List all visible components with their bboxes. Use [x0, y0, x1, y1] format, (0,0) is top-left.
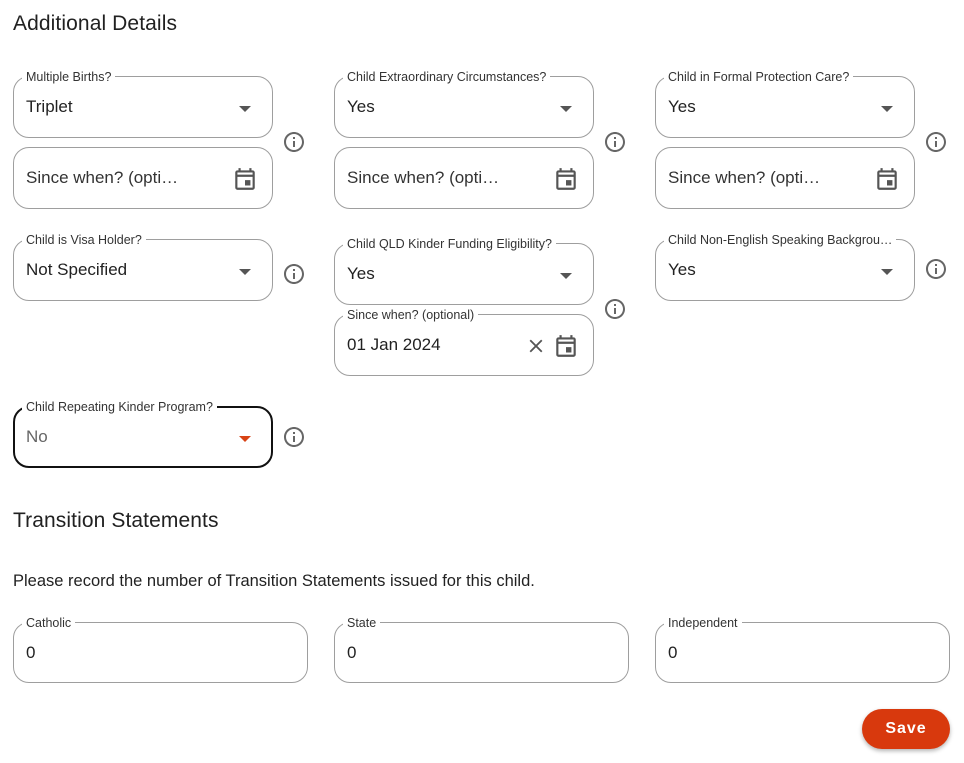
extraordinary-circumstances-label: Child Extraordinary Circumstances?	[343, 69, 550, 85]
protection-care-since-placeholder: Since when? (opti…	[668, 168, 821, 187]
state-value: 0	[347, 643, 357, 662]
protection-care-select[interactable]	[655, 70, 915, 138]
info-icon[interactable]	[603, 130, 627, 154]
repeating-kinder-select[interactable]	[13, 400, 273, 468]
calendar-icon[interactable]	[874, 166, 900, 192]
non-english-label: Child Non-English Speaking Backgrou…	[664, 232, 896, 248]
extraordinary-circumstances-value: Yes	[347, 97, 375, 116]
repeating-kinder-label: Child Repeating Kinder Program?	[22, 399, 217, 415]
multiple-births-select[interactable]	[13, 70, 273, 138]
save-button[interactable]: Save	[862, 709, 950, 749]
multiple-births-value: Triplet	[26, 97, 73, 116]
kinder-funding-since-input[interactable]	[334, 308, 594, 376]
independent-label: Independent	[664, 615, 742, 631]
info-icon[interactable]	[924, 257, 948, 281]
chevron-down-icon[interactable]	[239, 436, 251, 442]
transition-description: Please record the number of Transition Statements issued for this child.	[13, 572, 535, 590]
independent-input[interactable]	[655, 616, 950, 683]
kinder-funding-label: Child QLD Kinder Funding Eligibility?	[343, 236, 556, 252]
protection-care-label: Child in Formal Protection Care?	[664, 69, 853, 85]
transition-statements-title: Transition Statements	[13, 509, 219, 532]
state-input[interactable]	[334, 616, 629, 683]
info-icon[interactable]	[282, 262, 306, 286]
visa-holder-select[interactable]	[13, 233, 273, 301]
catholic-value: 0	[26, 643, 36, 662]
kinder-funding-since-label: Since when? (optional)	[343, 307, 478, 323]
non-english-value: Yes	[668, 260, 696, 279]
catholic-input[interactable]	[13, 616, 308, 683]
chevron-down-icon[interactable]	[881, 269, 893, 275]
additional-details-title: Additional Details	[13, 12, 178, 35]
visa-holder-value: Not Specified	[26, 260, 128, 279]
chevron-down-icon[interactable]	[239, 106, 251, 112]
multiple-births-since-input[interactable]	[13, 147, 273, 209]
protection-care-value: Yes	[668, 97, 696, 116]
multiple-births-since-placeholder: Since when? (opti…	[26, 168, 179, 187]
extraordinary-circumstances-select[interactable]	[334, 70, 594, 138]
chevron-down-icon[interactable]	[560, 273, 572, 279]
state-label: State	[343, 615, 380, 631]
protection-care-since-input[interactable]	[655, 147, 915, 209]
catholic-label: Catholic	[22, 615, 75, 631]
extraordinary-since-input[interactable]	[334, 147, 594, 209]
info-icon[interactable]	[603, 297, 627, 321]
non-english-select[interactable]	[655, 233, 915, 301]
extraordinary-since-placeholder: Since when? (opti…	[347, 168, 500, 187]
independent-value: 0	[668, 643, 678, 662]
info-icon[interactable]	[282, 425, 306, 449]
visa-holder-label: Child is Visa Holder?	[22, 232, 146, 248]
calendar-icon[interactable]	[553, 166, 579, 192]
chevron-down-icon[interactable]	[881, 106, 893, 112]
kinder-funding-select[interactable]	[334, 237, 594, 305]
chevron-down-icon[interactable]	[239, 269, 251, 275]
info-icon[interactable]	[282, 130, 306, 154]
kinder-funding-since-value: 01 Jan 2024	[347, 335, 441, 354]
close-icon[interactable]	[525, 335, 547, 357]
kinder-funding-value: Yes	[347, 264, 375, 283]
calendar-icon[interactable]	[232, 166, 258, 192]
chevron-down-icon[interactable]	[560, 106, 572, 112]
info-icon[interactable]	[924, 130, 948, 154]
calendar-icon[interactable]	[553, 333, 579, 359]
repeating-kinder-value: No	[26, 427, 48, 446]
multiple-births-label: Multiple Births?	[22, 69, 115, 85]
